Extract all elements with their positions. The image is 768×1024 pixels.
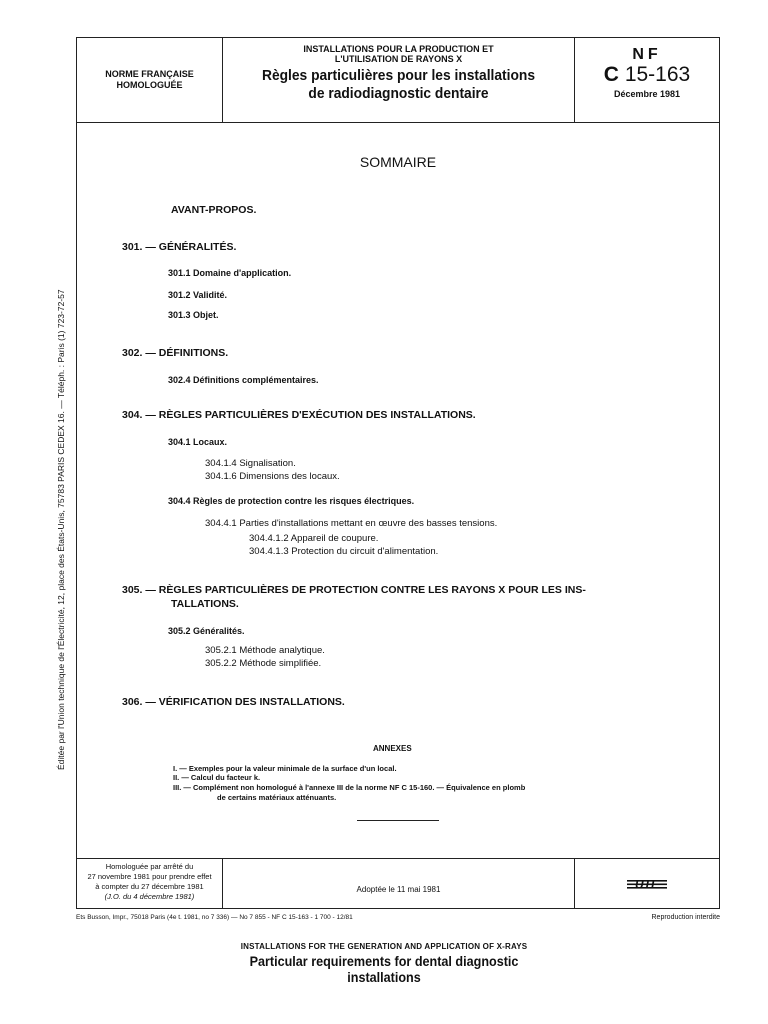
logo-cell: [575, 859, 719, 909]
toc-301-1: 301.1 Domaine d'application.: [168, 268, 292, 278]
toc-304-4: 304.4 Règles de protection contre les risques électriques.: [168, 496, 415, 506]
toc-304-1-4: 304.1.4 Signalisation.: [205, 458, 296, 469]
standard-title: [223, 38, 575, 122]
side-publisher-text: [54, 190, 66, 770]
supertitle-line2: L'UTILISATION DE RAYONS X: [334, 54, 463, 64]
toc-301: 301. — GÉNÉRALITÉS.: [122, 241, 237, 253]
svg-text:UTE: UTE: [635, 877, 659, 891]
homolog-line3: à compter du 27 décembre 1981: [95, 882, 204, 891]
standard-digits: 15-163: [624, 63, 691, 86]
header-row: [77, 38, 719, 123]
norm-status-line2: HOMOLOGUÉE: [116, 80, 183, 90]
toc-305-2-2: 305.2.2 Méthode simplifiée.: [205, 658, 322, 669]
publisher-line: Éditée par l'Union technique de l'Électricité, 12, place des États-Unis, 75783 PARIS CEDEX 16. — Téléph. : Paris (1) 723-72-57: [56, 289, 66, 770]
homolog-line4: (J.O. du 4 décembre 1981): [104, 892, 195, 901]
homolog-line1: Homologuée par arrêté du: [105, 862, 194, 871]
title-supertitle: [223, 44, 574, 64]
english-title-line1: Particular requirements for dental diagnostic: [249, 953, 519, 969]
reproduction-notice: Reproduction interdite: [651, 914, 720, 921]
ute-logo-icon: [627, 877, 667, 891]
divider: [357, 820, 439, 821]
supertitle-line1: INSTALLATIONS POUR LA PRODUCTION ET: [303, 44, 494, 54]
standard-number: [575, 64, 719, 86]
norm-status: [77, 38, 223, 122]
toc-304-4-1-3: 304.4.1.3 Protection du circuit d'alimentation.: [249, 546, 439, 557]
english-supertitle: INSTALLATIONS FOR THE GENERATION AND APPLICATION OF X-RAYS: [240, 942, 528, 951]
standard-reference: [575, 38, 719, 122]
nf-mark: NF: [632, 46, 662, 63]
document-frame: [76, 37, 720, 909]
title-main-line2: de radiodiagnostic dentaire: [308, 85, 489, 102]
annex-3-line2: de certains matériaux atténuants.: [217, 793, 337, 802]
page-title: SOMMAIRE: [359, 154, 437, 170]
title-main: [237, 67, 560, 103]
toc-304: 304. — RÈGLES PARTICULIÈRES D'EXÉCUTION DES INSTALLATIONS.: [122, 409, 476, 421]
toc-305-2-1: 305.2.1 Méthode analytique.: [205, 645, 325, 656]
homologation-info: [77, 859, 223, 909]
toc-302: 302. — DÉFINITIONS.: [122, 347, 229, 359]
toc-301-2: 301.2 Validité.: [168, 290, 228, 300]
annex-3-line1: III. — Complément non homologué à l'annexe III de la norme NF C 15-160. — Équivalence en plomb: [173, 783, 526, 792]
toc-304-1-6: 304.1.6 Dimensions des locaux.: [205, 471, 340, 482]
toc-avant-propos: AVANT-PROPOS.: [171, 204, 257, 216]
printer-line: Ets Busson, Impr., 75018 Paris (4e t. 1981, no 7 336) — No 7 855 - NF C 15-163 - 1 700 - 12/81: [76, 914, 353, 921]
annex-2: II. — Calcul du facteur k.: [173, 773, 261, 782]
standard-date: Décembre 1981: [613, 89, 681, 99]
footer-row: [77, 858, 719, 909]
toc-304-1: 304.1 Locaux.: [168, 437, 228, 447]
toc-305-line2: TALLATIONS.: [171, 598, 239, 610]
norm-status-line1: NORME FRANÇAISE: [105, 69, 194, 79]
english-title: [38, 953, 729, 985]
title-main-line1: Règles particulières pour les installations: [261, 67, 536, 84]
annexes-title: ANNEXES: [373, 744, 412, 753]
english-title-line2: installations: [347, 969, 421, 985]
annex-1: I. — Exemples pour la valeur minimale de la surface d'un local.: [173, 764, 397, 773]
toc-304-4-1: 304.4.1 Parties d'installations mettant en œuvre des basses tensions.: [205, 518, 498, 529]
toc-306: 306. — VÉRIFICATION DES INSTALLATIONS.: [122, 696, 345, 708]
toc-305-2: 305.2 Généralités.: [168, 626, 245, 636]
homolog-line2: 27 novembre 1981 pour prendre effet: [87, 872, 212, 881]
toc-305-line1: 305. — RÈGLES PARTICULIÈRES DE PROTECTION CONTRE LES RAYONS X POUR LES INS-: [122, 584, 586, 596]
toc-304-4-1-2: 304.4.1.2 Appareil de coupure.: [249, 533, 379, 544]
standard-letter: C: [603, 63, 619, 86]
adoption-date: Adoptée le 11 mai 1981: [223, 859, 575, 909]
toc-302-4: 302.4 Définitions complémentaires.: [168, 375, 319, 385]
toc-301-3: 301.3 Objet.: [168, 310, 219, 320]
